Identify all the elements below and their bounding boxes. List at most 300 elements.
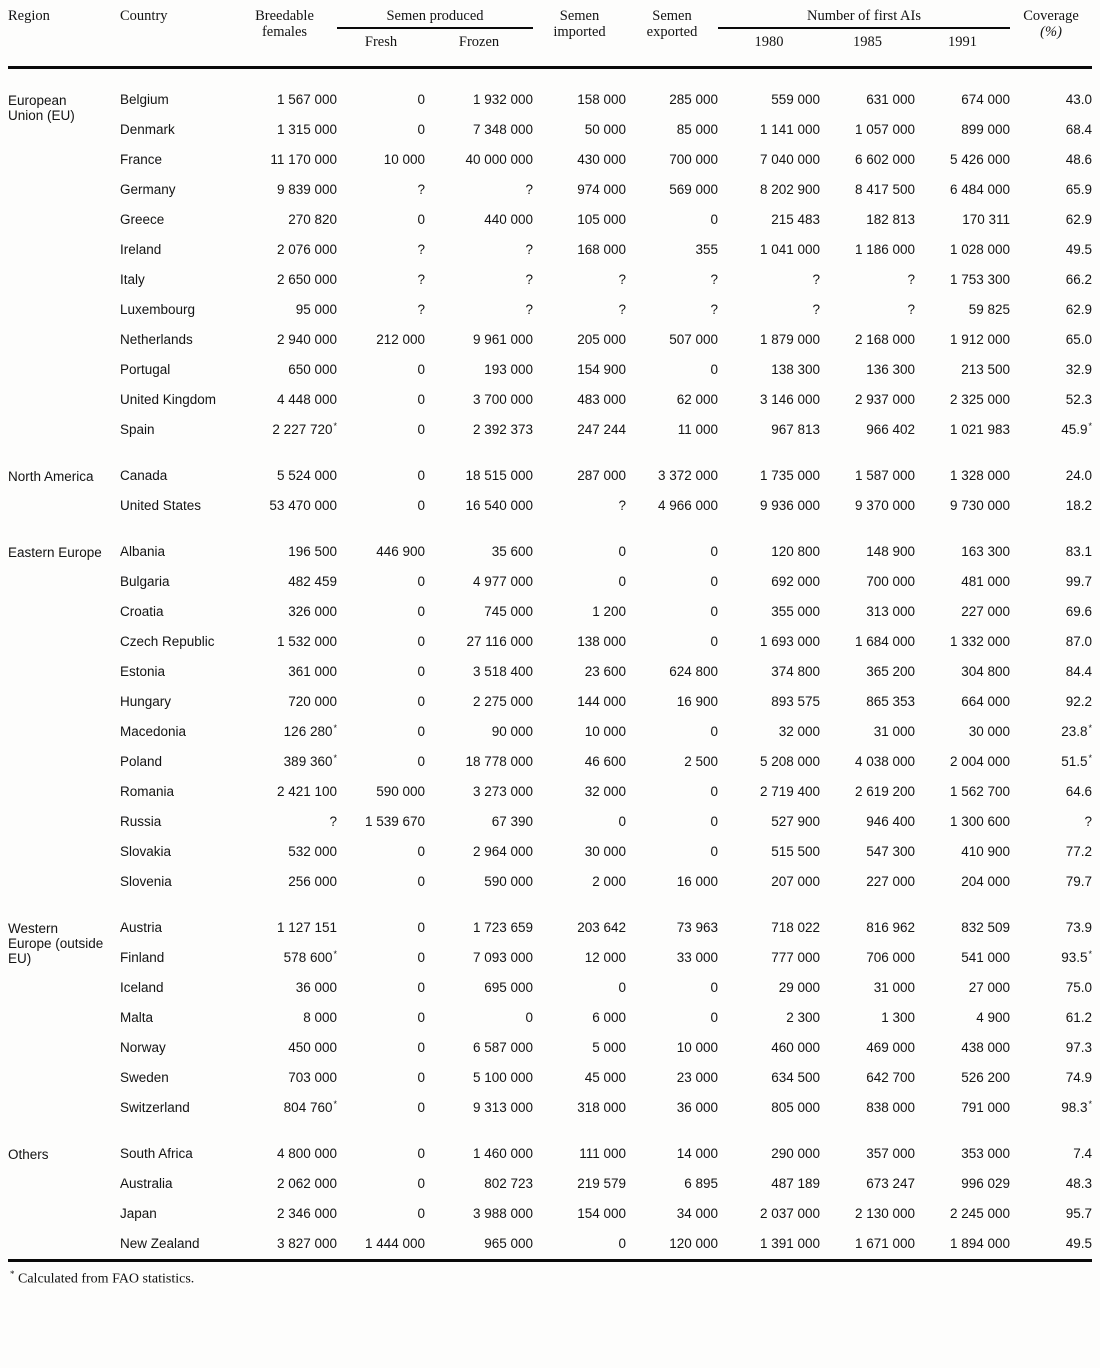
semen-frozen-value: 440 000: [484, 212, 534, 227]
region-label: [8, 145, 120, 175]
semen-exported-value: 2 500: [684, 754, 719, 769]
first-ai-1980-value: 1 041 000: [759, 242, 821, 257]
first-ai-1991-value: 1 028 000: [949, 242, 1011, 257]
first-ai-1991-value: 353 000: [961, 1146, 1011, 1161]
table-row: [8, 807, 1092, 837]
breedable-females-value: 11 170 000: [270, 152, 337, 167]
semen-imported-value: 0: [618, 814, 627, 829]
breedable-females-value: 2 076 000: [276, 242, 337, 257]
breedable-females-value: 36 000: [295, 980, 337, 995]
coverage-value: 45.9*: [1061, 420, 1093, 437]
semen-exported-value: 0: [710, 724, 719, 739]
breedable-females-value: ?: [329, 814, 337, 829]
country-label: Iceland: [120, 980, 164, 995]
first-ai-1985-value: 2 168 000: [854, 332, 916, 347]
coverage-value: 65.9: [1065, 182, 1093, 197]
semen-fresh-value: 0: [417, 634, 425, 649]
first-ai-1985-value: 2 619 200: [854, 784, 916, 799]
first-ai-1980-value: 692 000: [771, 574, 821, 589]
region-label: [8, 205, 120, 235]
coverage-unit-label: (%): [1040, 24, 1062, 40]
semen-imported-value: 158 000: [577, 92, 627, 107]
first-ai-1991-value: 5 426 000: [949, 152, 1011, 167]
semen-fresh-value: 0: [417, 1206, 425, 1221]
semen-fresh-value: 1 539 670: [364, 814, 425, 829]
breedable-females-value: 804 760*: [283, 1098, 337, 1115]
semen-frozen-value: 9 313 000: [472, 1100, 534, 1115]
breedable-females-value: 8 000: [303, 1010, 337, 1025]
semen-imported-value: 23 600: [584, 664, 627, 679]
semen-imported-value: ?: [618, 302, 627, 317]
semen-exported-value: 16 900: [676, 694, 719, 709]
semen-frozen-value: 1 932 000: [472, 92, 534, 107]
semen-frozen-value: 27 116 000: [466, 634, 534, 649]
semen-frozen-value: 67 390: [491, 814, 534, 829]
first-ai-1980-value: 718 022: [771, 920, 821, 935]
first-ai-1980-value: 2 037 000: [759, 1206, 821, 1221]
first-ai-1985-value: 865 353: [866, 694, 916, 709]
country-label: Belgium: [120, 92, 169, 107]
semen-frozen-value: 35 600: [491, 544, 534, 559]
region-label: [8, 777, 120, 807]
breedable-females-value: 9 839 000: [276, 182, 337, 197]
semen-exported-value: 120 000: [669, 1236, 719, 1251]
region-label: [8, 657, 120, 687]
table-row: [8, 265, 1092, 295]
region-label: [8, 355, 120, 385]
footnote-marker: *: [10, 1269, 15, 1279]
region-label: [8, 943, 120, 973]
semen-frozen-value: ?: [525, 302, 534, 317]
header-semen-exported: Semen exported: [646, 8, 698, 40]
first-ai-1980-value: 32 000: [778, 724, 821, 739]
breedable-females-value: 389 360*: [283, 752, 337, 769]
coverage-value: 92.2: [1065, 694, 1093, 709]
header-breedable-females: Breedable females: [255, 8, 314, 40]
region-label: North America: [8, 469, 94, 484]
first-ai-1980-value: 515 500: [771, 844, 821, 859]
first-ai-1980-value: 893 575: [771, 694, 821, 709]
first-ai-1985-value: 6 602 000: [854, 152, 916, 167]
semen-frozen-value: ?: [525, 272, 534, 287]
footnote-marker: *: [1088, 752, 1093, 763]
footnote-marker: *: [333, 1098, 337, 1109]
semen-imported-value: 46 600: [584, 754, 627, 769]
first-ai-1980-value: ?: [812, 272, 821, 287]
semen-frozen-value: 40 000 000: [465, 152, 534, 167]
semen-exported-value: 10 000: [676, 1040, 719, 1055]
header-1991: 1991: [948, 34, 978, 50]
semen-frozen-value: 3 988 000: [472, 1206, 534, 1221]
first-ai-1985-value: 31 000: [873, 724, 916, 739]
semen-frozen-value: 7 093 000: [472, 950, 534, 965]
semen-imported-value: 12 000: [584, 950, 627, 965]
table-row: [8, 657, 1092, 687]
country-label: Ireland: [120, 242, 162, 257]
first-ai-1991-value: 163 300: [961, 544, 1011, 559]
first-ai-1985-value: 1 671 000: [854, 1236, 916, 1251]
region-label: Others: [8, 1147, 49, 1162]
semen-fresh-value: 0: [417, 1070, 425, 1085]
header-coverage: [1010, 4, 1092, 68]
first-ai-1991-value: 832 509: [961, 920, 1011, 935]
semen-fresh-value: 0: [417, 122, 425, 137]
first-ai-1985-value: 700 000: [866, 574, 916, 589]
semen-exported-value: 0: [710, 212, 719, 227]
country-label: Spain: [120, 422, 155, 437]
table-row: [8, 867, 1092, 897]
first-ai-1985-value: 469 000: [866, 1040, 916, 1055]
table-row: [8, 1093, 1092, 1123]
semen-exported-value: 6 895: [684, 1176, 719, 1191]
region-label: [8, 1169, 120, 1199]
table-row: [8, 445, 1092, 491]
country-label: Poland: [120, 754, 163, 769]
first-ai-1985-value: 227 000: [866, 874, 916, 889]
semen-frozen-value: 18 515 000: [465, 468, 534, 483]
coverage-value: 68.4: [1065, 122, 1093, 137]
semen-imported-value: 203 642: [577, 920, 627, 935]
semen-exported-value: ?: [710, 272, 719, 287]
breedable-females-value: 4 448 000: [276, 392, 337, 407]
first-ai-1980-value: 215 483: [771, 212, 821, 227]
table-row: [8, 1229, 1092, 1261]
first-ai-1991-value: 791 000: [961, 1100, 1011, 1115]
first-ai-1985-value: 148 900: [866, 544, 916, 559]
country-label: France: [120, 152, 163, 167]
first-ai-1980-value: 1 391 000: [759, 1236, 821, 1251]
footnote-marker: *: [333, 722, 337, 733]
semen-fresh-value: 0: [417, 604, 425, 619]
first-ai-1985-value: 673 247: [866, 1176, 916, 1191]
coverage-value: 24.0: [1065, 468, 1093, 483]
coverage-value: 66.2: [1065, 272, 1093, 287]
first-ai-1985-value: 182 813: [866, 212, 916, 227]
first-ai-1985-value: 4 038 000: [854, 754, 916, 769]
semen-imported-value: 32 000: [584, 784, 627, 799]
semen-exported-value: 23 000: [676, 1070, 719, 1085]
semen-fresh-value: 446 900: [376, 544, 425, 559]
first-ai-1985-value: 31 000: [873, 980, 916, 995]
first-ai-1985-value: 966 402: [866, 422, 916, 437]
semen-fresh-value: 0: [417, 212, 425, 227]
region-label: [8, 325, 120, 355]
table-row: [8, 235, 1092, 265]
semen-exported-value: 0: [710, 634, 719, 649]
country-label: Russia: [120, 814, 162, 829]
semen-fresh-value: 0: [417, 980, 425, 995]
coverage-value: 49.5: [1065, 242, 1093, 257]
coverage-value: 87.0: [1065, 634, 1093, 649]
header-frozen: Frozen: [458, 34, 500, 50]
breedable-females-value: 3 827 000: [276, 1236, 337, 1251]
header-semen-imported: Semen imported: [553, 8, 606, 40]
first-ai-1980-value: 2 719 400: [759, 784, 821, 799]
coverage-value: 49.5: [1065, 1236, 1093, 1251]
semen-frozen-value: 9 961 000: [472, 332, 534, 347]
coverage-value: 77.2: [1065, 844, 1093, 859]
semen-exported-value: 0: [710, 980, 719, 995]
first-ai-1991-value: 410 900: [961, 844, 1011, 859]
coverage-value: 65.0: [1065, 332, 1093, 347]
first-ai-1985-value: 357 000: [866, 1146, 916, 1161]
semen-exported-value: 507 000: [669, 332, 719, 347]
table-row: [8, 491, 1092, 521]
country-label: Albania: [120, 544, 166, 559]
first-ai-1985-value: 706 000: [866, 950, 916, 965]
region-label: [8, 867, 120, 897]
table-row: [8, 355, 1092, 385]
semen-frozen-value: 3 518 400: [472, 664, 534, 679]
semen-fresh-value: 0: [417, 1146, 425, 1161]
first-ai-1980-value: 2 300: [786, 1010, 821, 1025]
country-label: Slovenia: [120, 874, 172, 889]
first-ai-1985-value: 642 700: [866, 1070, 916, 1085]
country-label: Germany: [120, 182, 176, 197]
coverage-value: 48.6: [1065, 152, 1093, 167]
semen-frozen-value: 1 460 000: [472, 1146, 534, 1161]
footnote-marker: *: [1088, 1098, 1093, 1109]
footnote-marker: *: [1088, 948, 1093, 959]
coverage-value: 69.6: [1065, 604, 1093, 619]
breedable-females-value: 1 315 000: [276, 122, 337, 137]
semen-frozen-value: 745 000: [484, 604, 534, 619]
semen-frozen-value: 2 392 373: [472, 422, 534, 437]
breedable-females-value: 5 524 000: [276, 468, 337, 483]
coverage-value: ?: [1084, 814, 1093, 829]
country-label: Estonia: [120, 664, 166, 679]
first-ai-1991-value: 1 300 600: [949, 814, 1011, 829]
semen-exported-value: 355: [695, 242, 719, 257]
coverage-value: 79.7: [1065, 874, 1093, 889]
semen-exported-value: 3 372 000: [657, 468, 719, 483]
table-row: [8, 1169, 1092, 1199]
first-ai-1991-value: 27 000: [968, 980, 1011, 995]
table-row: [8, 747, 1092, 777]
semen-imported-value: 144 000: [577, 694, 627, 709]
header-row-top: [8, 4, 1092, 28]
first-ai-1985-value: 1 684 000: [854, 634, 916, 649]
first-ai-1980-value: 634 500: [771, 1070, 821, 1085]
country-label: Hungary: [120, 694, 172, 709]
country-label: Denmark: [120, 122, 175, 137]
first-ai-1991-value: 59 825: [968, 302, 1011, 317]
region-label: [8, 415, 120, 445]
first-ai-1980-value: 3 146 000: [759, 392, 821, 407]
semen-imported-value: 974 000: [577, 182, 627, 197]
semen-exported-value: 0: [710, 544, 719, 559]
coverage-value: 23.8*: [1061, 722, 1093, 739]
country-label: Slovakia: [120, 844, 172, 859]
first-ai-1991-value: 304 800: [961, 664, 1011, 679]
first-ai-1991-value: 6 484 000: [949, 182, 1011, 197]
semen-frozen-value: 2 275 000: [472, 694, 534, 709]
breedable-females-value: 326 000: [288, 604, 337, 619]
table-row: [8, 521, 1092, 567]
semen-fresh-value: 0: [417, 468, 425, 483]
first-ai-1985-value: 838 000: [866, 1100, 916, 1115]
country-label: Switzerland: [120, 1100, 190, 1115]
semen-frozen-value: 3 700 000: [472, 392, 534, 407]
semen-imported-value: 219 579: [577, 1176, 627, 1191]
first-ai-1980-value: ?: [812, 302, 821, 317]
first-ai-1980-value: 559 000: [771, 92, 821, 107]
region-label: [8, 295, 120, 325]
first-ai-1980-value: 374 800: [771, 664, 821, 679]
table-row: [8, 943, 1092, 973]
semen-frozen-value: 193 000: [484, 362, 534, 377]
table-row: [8, 385, 1092, 415]
semen-exported-value: 285 000: [669, 92, 719, 107]
semen-fresh-value: ?: [417, 272, 425, 287]
semen-fresh-value: 212 000: [376, 332, 425, 347]
semen-frozen-value: 590 000: [484, 874, 534, 889]
first-ai-1991-value: 664 000: [961, 694, 1011, 709]
semen-exported-value: 62 000: [676, 392, 719, 407]
first-ai-1980-value: 29 000: [778, 980, 821, 995]
semen-exported-value: ?: [710, 302, 719, 317]
semen-exported-value: 0: [710, 604, 719, 619]
table-row: [8, 68, 1092, 116]
semen-imported-value: 6 000: [592, 1010, 627, 1025]
first-ai-1985-value: 136 300: [866, 362, 916, 377]
table-row: [8, 295, 1092, 325]
country-label: Norway: [120, 1040, 166, 1055]
coverage-value: 74.9: [1065, 1070, 1093, 1085]
semen-fresh-value: 0: [417, 574, 425, 589]
coverage-value: 32.9: [1065, 362, 1093, 377]
header-region: Region: [8, 8, 50, 24]
first-ai-1980-value: 9 936 000: [759, 498, 821, 513]
footnote-marker: *: [333, 948, 337, 959]
region-label: [8, 115, 120, 145]
semen-frozen-value: 5 100 000: [472, 1070, 534, 1085]
table-row: [8, 627, 1092, 657]
country-label: Sweden: [120, 1070, 169, 1085]
semen-exported-value: 0: [710, 574, 719, 589]
region-label: [8, 627, 120, 657]
first-ai-1991-value: 481 000: [961, 574, 1011, 589]
country-label: Bulgaria: [120, 574, 170, 589]
region-label: [8, 235, 120, 265]
first-ai-1980-value: 967 813: [771, 422, 821, 437]
first-ai-1991-value: 1 753 300: [949, 272, 1011, 287]
region-label: [8, 1093, 120, 1123]
semen-imported-value: 483 000: [577, 392, 627, 407]
first-ai-1991-value: 1 332 000: [949, 634, 1011, 649]
region-label: [8, 385, 120, 415]
semen-exported-value: 624 800: [669, 664, 719, 679]
region-label: [8, 1063, 120, 1093]
semen-fresh-value: 0: [417, 664, 425, 679]
semen-imported-value: 30 000: [584, 844, 627, 859]
first-ai-1991-value: 996 029: [961, 1176, 1011, 1191]
first-ai-1991-value: 438 000: [961, 1040, 1011, 1055]
breedable-females-value: 196 500: [288, 544, 337, 559]
coverage-value: 98.3*: [1061, 1098, 1093, 1115]
first-ai-1980-value: 8 202 900: [759, 182, 821, 197]
first-ai-1991-value: 1 021 983: [949, 422, 1011, 437]
country-label: Romania: [120, 784, 175, 799]
first-ai-1985-value: 946 400: [866, 814, 916, 829]
table-row: [8, 837, 1092, 867]
semen-fresh-value: 0: [417, 92, 425, 107]
semen-fresh-value: 0: [417, 724, 425, 739]
breedable-females-value: 2 346 000: [276, 1206, 337, 1221]
semen-imported-value: 154 000: [577, 1206, 627, 1221]
semen-fresh-value: 0: [417, 950, 425, 965]
breedable-females-value: 2 062 000: [276, 1176, 337, 1191]
header-1985: 1985: [853, 34, 883, 50]
breedable-females-value: 2 421 100: [276, 784, 337, 799]
first-ai-1991-value: 1 912 000: [949, 332, 1011, 347]
first-ai-1980-value: 527 900: [771, 814, 821, 829]
country-label: New Zealand: [120, 1236, 200, 1251]
breedable-females-value: 578 600*: [283, 948, 337, 965]
semen-imported-value: 105 000: [577, 212, 627, 227]
first-ai-1980-value: 120 800: [771, 544, 821, 559]
first-ai-1980-value: 1 879 000: [759, 332, 821, 347]
first-ai-1980-value: 487 189: [771, 1176, 821, 1191]
semen-imported-value: 154 900: [577, 362, 627, 377]
semen-imported-value: 111 000: [579, 1146, 627, 1161]
semen-fresh-value: 0: [417, 422, 425, 437]
semen-fresh-value: 590 000: [376, 784, 425, 799]
country-label: United Kingdom: [120, 392, 217, 407]
first-ai-1985-value: 1 057 000: [854, 122, 916, 137]
semen-exported-value: 34 000: [676, 1206, 719, 1221]
semen-exported-value: 85 000: [676, 122, 719, 137]
country-label: Japan: [120, 1206, 157, 1221]
header-number-of-first-ais: Number of first AIs: [718, 4, 1010, 28]
semen-fresh-value: ?: [417, 302, 425, 317]
footnote-marker: *: [333, 752, 337, 763]
coverage-value: 48.3: [1065, 1176, 1093, 1191]
semen-frozen-value: 7 348 000: [472, 122, 534, 137]
semen-imported-value: 247 244: [577, 422, 627, 437]
breedable-females-value: 720 000: [288, 694, 337, 709]
region-label: [8, 807, 120, 837]
first-ai-1985-value: 1 587 000: [854, 468, 916, 483]
first-ai-1985-value: 547 300: [866, 844, 916, 859]
semen-exported-value: 700 000: [669, 152, 719, 167]
semen-exported-value: 36 000: [676, 1100, 719, 1115]
semen-exported-value: 16 000: [676, 874, 719, 889]
first-ai-1985-value: ?: [907, 302, 916, 317]
table-row: [8, 973, 1092, 1003]
region-label: [8, 597, 120, 627]
first-ai-1980-value: 1 693 000: [759, 634, 821, 649]
footnote-marker: *: [1088, 420, 1093, 431]
semen-frozen-value: 965 000: [484, 1236, 534, 1251]
first-ai-1991-value: 1 894 000: [949, 1236, 1011, 1251]
region-label: [8, 567, 120, 597]
semen-frozen-value: 2 964 000: [472, 844, 534, 859]
first-ai-1980-value: 138 300: [771, 362, 821, 377]
country-label: Luxembourg: [120, 302, 196, 317]
semen-frozen-value: 16 540 000: [465, 498, 534, 513]
country-label: Greece: [120, 212, 165, 227]
coverage-value: 75.0: [1065, 980, 1093, 995]
coverage-value: 61.2: [1065, 1010, 1093, 1025]
region-label: [8, 175, 120, 205]
first-ai-1985-value: 2 130 000: [854, 1206, 916, 1221]
semen-fresh-value: 0: [417, 694, 425, 709]
region-label: [8, 717, 120, 747]
semen-exported-value: 11 000: [677, 422, 719, 437]
first-ai-1991-value: 541 000: [961, 950, 1011, 965]
semen-fresh-value: 0: [417, 392, 425, 407]
